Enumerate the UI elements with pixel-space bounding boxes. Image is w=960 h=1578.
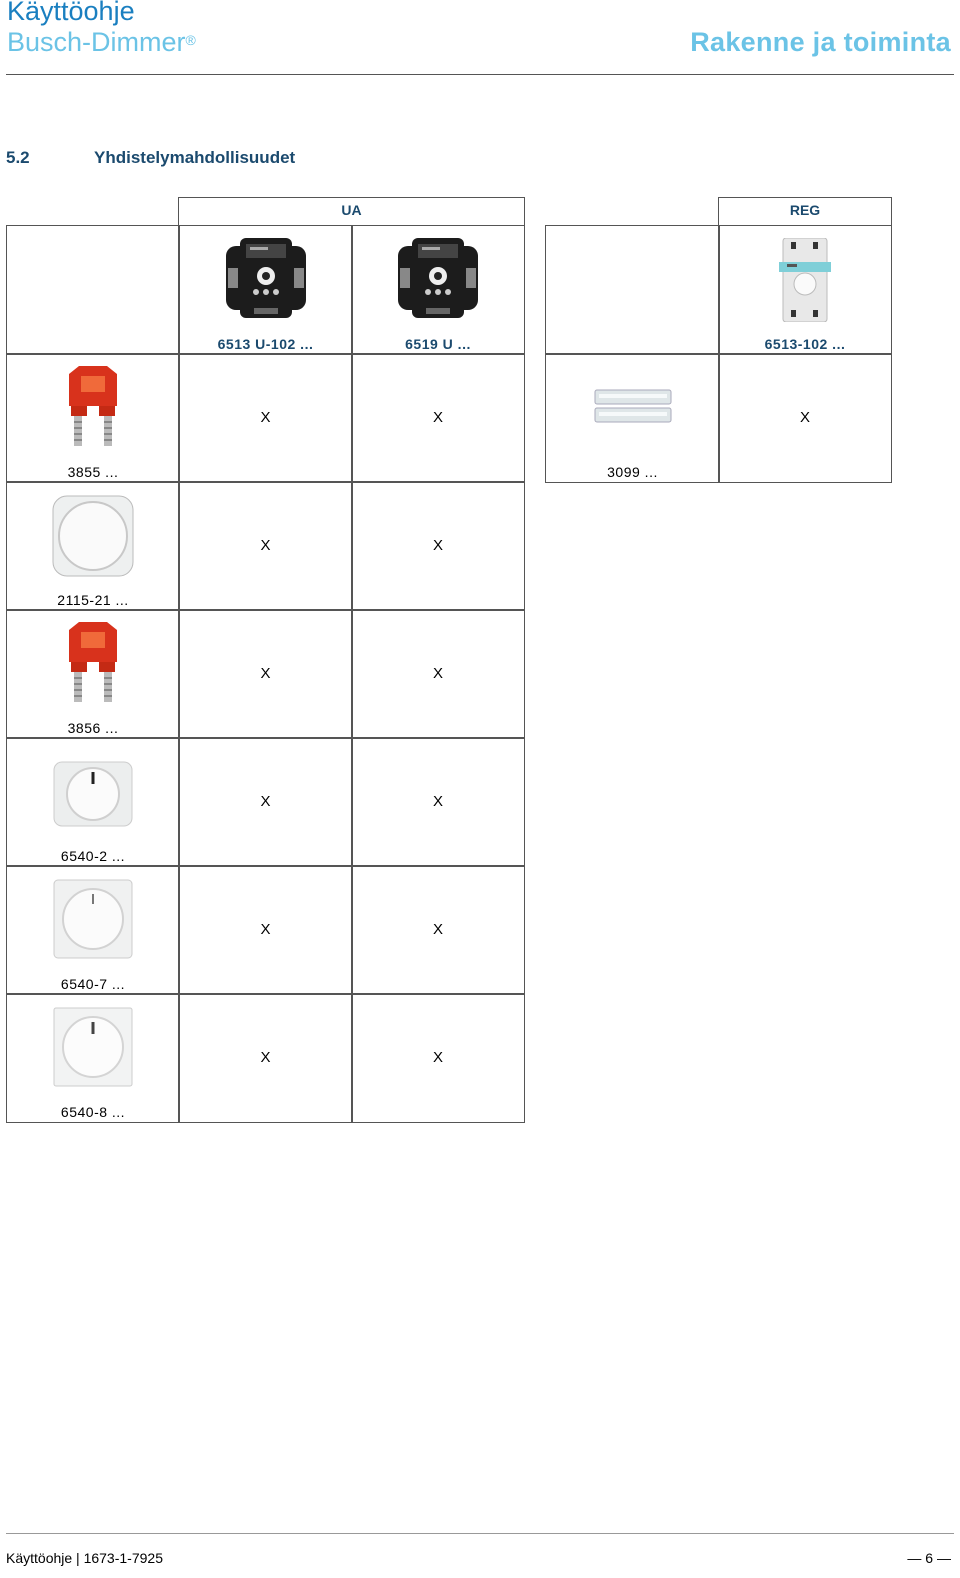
compat-mark: X bbox=[260, 921, 271, 938]
row-label-cell bbox=[6, 353, 180, 483]
corner-cell bbox=[6, 225, 180, 355]
compat-cell bbox=[178, 865, 353, 995]
compat-mark: X bbox=[432, 921, 443, 938]
row-label-cell bbox=[6, 993, 180, 1123]
column-header-6519u bbox=[351, 225, 525, 355]
compat-mark: X bbox=[260, 409, 271, 426]
section-number: 5.2 bbox=[6, 148, 30, 167]
column-header-6513-102 bbox=[718, 225, 892, 355]
compat-mark: X bbox=[432, 1049, 443, 1066]
compat-mark: X bbox=[432, 537, 443, 554]
registered-mark: ® bbox=[185, 32, 196, 48]
row-label: 3856 ... bbox=[67, 720, 119, 736]
compat-mark: X bbox=[260, 537, 271, 554]
row-label: 6540-8 ... bbox=[60, 1104, 126, 1120]
compat-cell bbox=[351, 993, 525, 1123]
row-label: 6540-2 ... bbox=[60, 848, 126, 864]
compat-cell bbox=[178, 481, 353, 611]
knob-with-marker-icon bbox=[52, 878, 134, 960]
product-name bbox=[7, 27, 196, 57]
row-label: 3099 ... bbox=[607, 464, 658, 480]
knob-with-marker-icon bbox=[52, 1006, 134, 1088]
compat-cell bbox=[718, 353, 892, 483]
column-label: 6519 U ... bbox=[405, 336, 471, 352]
compat-cell bbox=[178, 609, 353, 739]
compat-cell bbox=[351, 737, 525, 867]
row-label-cell bbox=[6, 737, 180, 867]
compat-cell bbox=[351, 865, 525, 995]
chapter-title: Rakenne ja toiminta bbox=[690, 27, 951, 57]
dimmer-insert-icon bbox=[396, 238, 480, 318]
compat-mark: X bbox=[799, 409, 810, 426]
row-label: 6540-7 ... bbox=[60, 976, 126, 992]
compat-cell bbox=[351, 481, 525, 611]
header-divider bbox=[6, 74, 954, 75]
row-label-cell bbox=[6, 481, 180, 611]
group-header-ua: UA bbox=[178, 197, 525, 226]
compat-cell bbox=[351, 353, 525, 483]
page-number: — 6 — bbox=[907, 1550, 951, 1566]
group-header-reg: REG bbox=[718, 197, 892, 226]
doc-type-title: Käyttöohje bbox=[7, 0, 135, 26]
blank-header-cell bbox=[545, 225, 720, 355]
row-label-cell bbox=[6, 609, 180, 739]
din-rail-dimmer-icon bbox=[777, 238, 833, 322]
section-title: Yhdistelymahdollisuudet bbox=[94, 148, 296, 167]
light-bar-icon bbox=[593, 386, 673, 428]
rotary-knob-icon bbox=[51, 494, 135, 578]
red-lamp-module-icon bbox=[61, 622, 125, 704]
footer-divider bbox=[6, 1533, 954, 1534]
row-label: 3855 ... bbox=[67, 464, 119, 480]
column-header-6513u bbox=[178, 225, 353, 355]
compat-mark: X bbox=[260, 665, 271, 682]
compat-mark: X bbox=[432, 409, 443, 426]
product-name-text: Busch-Dimmer bbox=[7, 27, 186, 57]
compat-cell bbox=[178, 353, 353, 483]
column-label: 6513-102 ... bbox=[764, 336, 846, 352]
row-label-cell-3099 bbox=[545, 353, 720, 483]
dimmer-insert-icon bbox=[224, 238, 308, 318]
compat-cell bbox=[351, 609, 525, 739]
row-label: 2115-21 ... bbox=[57, 592, 129, 608]
compat-mark: X bbox=[432, 665, 443, 682]
compat-cell bbox=[178, 993, 353, 1123]
compat-mark: X bbox=[260, 793, 271, 810]
compat-mark: X bbox=[260, 1049, 271, 1066]
footer-doc-id: Käyttöohje | 1673-1-7925 bbox=[6, 1550, 163, 1566]
row-label-cell bbox=[6, 865, 180, 995]
compat-cell bbox=[178, 737, 353, 867]
compat-mark: X bbox=[432, 793, 443, 810]
red-lamp-module-icon bbox=[61, 366, 125, 448]
knob-with-marker-icon bbox=[52, 760, 134, 830]
column-label: 6513 U-102 ... bbox=[217, 336, 314, 352]
